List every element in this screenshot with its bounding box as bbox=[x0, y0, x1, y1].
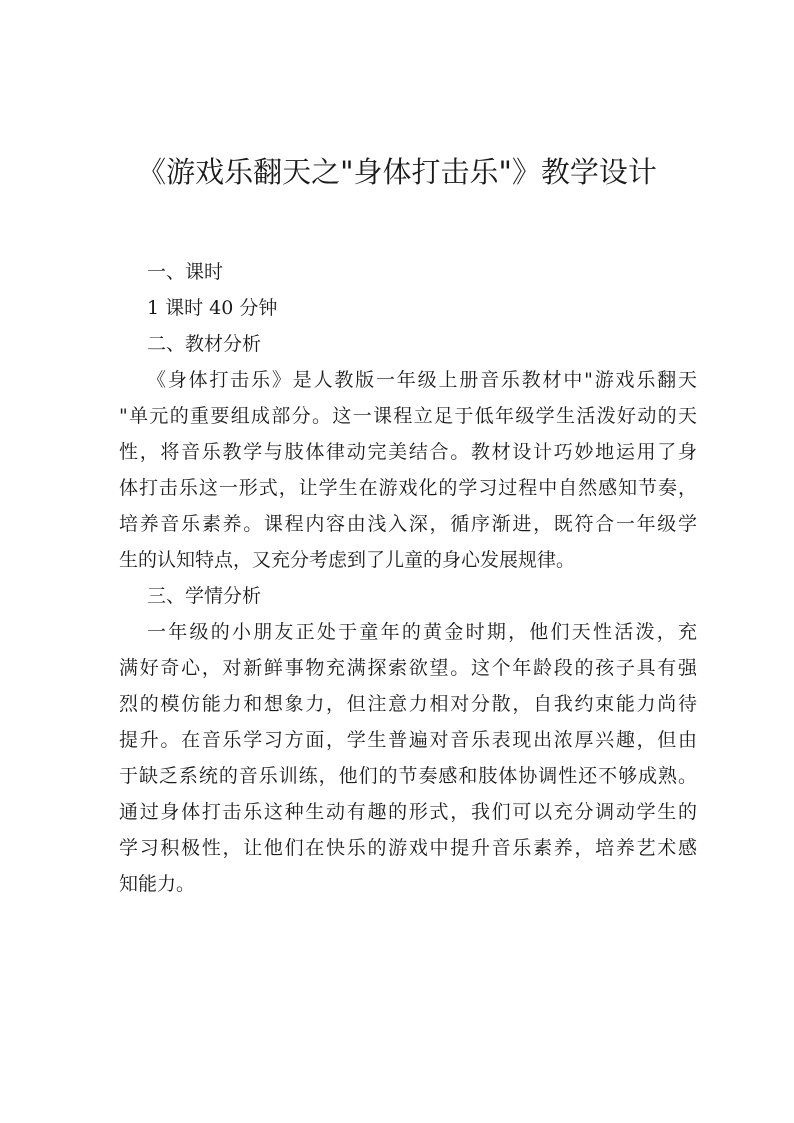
paragraph-line: 体打击乐这一形式，让学生在游戏化的学习过程中自然感知节奏， bbox=[119, 477, 697, 499]
paragraph-line: 《身体打击乐》是人教版一年级上册音乐教材中"游戏乐翻天 bbox=[147, 369, 697, 391]
document-body bbox=[119, 254, 697, 902]
section-heading-textbook-analysis: 二、教材分析 bbox=[147, 333, 262, 355]
paragraph-line: 满好奇心，对新鲜事物充满探索欲望。这个年龄段的孩子具有强 bbox=[119, 657, 697, 679]
paragraph-line: 性，将音乐教学与肢体律动完美结合。教材设计巧妙地运用了身 bbox=[119, 441, 697, 463]
paragraph-textbook-analysis bbox=[119, 362, 697, 578]
paragraph-line: "单元的重要组成部分。这一课程立足于低年级学生活泼好动的天 bbox=[119, 405, 697, 427]
paragraph-line: 1 课时 40 分钟 bbox=[147, 297, 278, 319]
paragraph-line: 学习积极性，让他们在快乐的游戏中提升音乐素养，培养艺术感 bbox=[119, 837, 697, 859]
document-title: 《游戏乐翻天之"身体打击乐"》教学设计 bbox=[137, 155, 657, 189]
paragraph-line: 知能力。 bbox=[119, 873, 196, 895]
paragraph-line: 通过身体打击乐这种生动有趣的形式，我们可以充分调动学生的 bbox=[119, 801, 697, 823]
paragraph-line: 于缺乏系统的音乐训练，他们的节奏感和肢体协调性还不够成熟。 bbox=[119, 765, 697, 787]
paragraph-line: 生的认知特点，又充分考虑到了儿童的身心发展规律。 bbox=[119, 549, 576, 571]
paragraph-line: 一年级的小朋友正处于童年的黄金时期，他们天性活泼，充 bbox=[147, 621, 697, 643]
section-heading-class-hours: 一、课时 bbox=[147, 261, 224, 283]
paragraph-line: 烈的模仿能力和想象力，但注意力相对分散，自我约束能力尚待 bbox=[119, 693, 697, 715]
paragraph-learner-analysis bbox=[119, 614, 697, 902]
paragraph-line: 提升。在音乐学习方面，学生普遍对音乐表现出浓厚兴趣，但由 bbox=[119, 729, 697, 751]
section-heading-learner-analysis: 三、学情分析 bbox=[147, 585, 262, 607]
paragraph-line: 培养音乐素养。课程内容由浅入深，循序渐进，既符合一年级学 bbox=[119, 513, 697, 535]
